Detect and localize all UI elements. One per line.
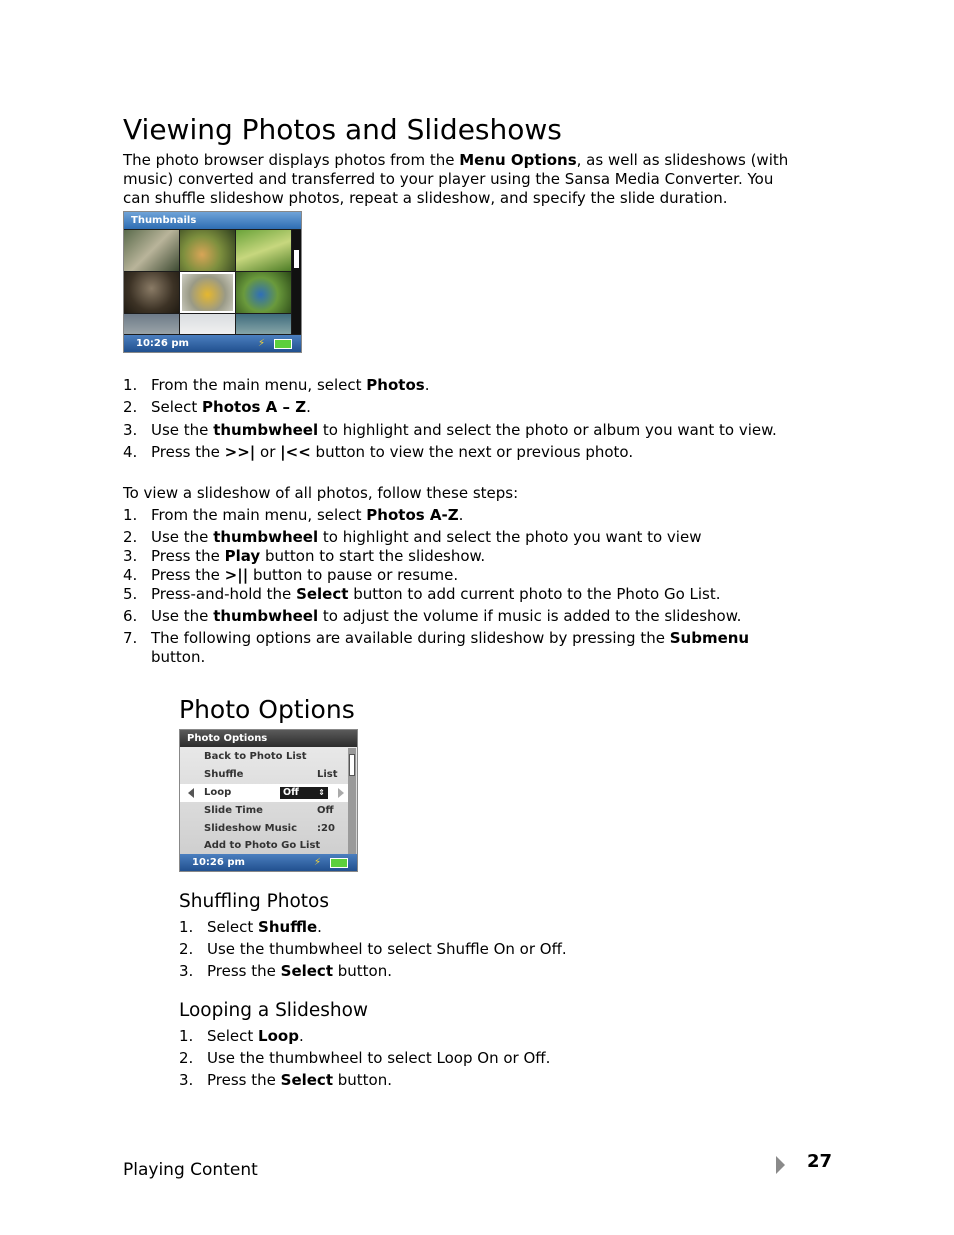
menu-item-label: Slide Time bbox=[204, 805, 263, 816]
step-number: 1. bbox=[123, 506, 138, 524]
menu-item-label: Loop bbox=[204, 787, 232, 798]
list-item: Select Loop. bbox=[207, 1027, 304, 1045]
list-item: Press-and-hold the Select button to add current photo to the Photo Go List. bbox=[151, 585, 721, 603]
step-number: 6. bbox=[123, 607, 138, 625]
battery-icon bbox=[274, 339, 292, 349]
photo-thumbnail bbox=[180, 230, 235, 271]
photo-thumbnail-selected[interactable] bbox=[180, 272, 235, 313]
clock-text: 10:26 pm bbox=[192, 857, 245, 868]
loop-value: Off bbox=[283, 787, 299, 798]
photo-thumbnail bbox=[236, 272, 291, 313]
step-number: 2. bbox=[179, 940, 194, 958]
list-item: Select Photos A – Z. bbox=[151, 398, 311, 416]
list-item: From the main menu, select Photos. bbox=[151, 376, 430, 394]
step-number: 4. bbox=[123, 443, 138, 461]
menu-item-shuffle[interactable] bbox=[180, 766, 348, 784]
page-arrow-icon bbox=[776, 1156, 785, 1174]
menu-item-value: :20 bbox=[317, 823, 335, 834]
menu-item-slide-time[interactable] bbox=[180, 802, 348, 820]
menu-item-value: Off bbox=[317, 805, 334, 816]
scrollbar[interactable] bbox=[348, 748, 356, 854]
step-number: 3. bbox=[179, 1071, 194, 1089]
intro-line-1: The photo browser displays photos from the Menu Options, as well as slideshows (with bbox=[123, 151, 789, 169]
list-item: Press the Select button. bbox=[207, 962, 393, 980]
footer-section-name: Playing Content bbox=[123, 1160, 258, 1180]
list-item: From the main menu, select Photos A-Z. bbox=[151, 506, 464, 524]
photo-options-title-bar: Photo Options bbox=[180, 730, 357, 747]
list-item: Press the Select button. bbox=[207, 1071, 393, 1089]
thumbnails-screenshot bbox=[123, 211, 302, 353]
photo-thumbnail bbox=[124, 314, 179, 334]
charging-icon: ⚡ bbox=[314, 857, 322, 868]
subheading-looping-slideshow: Looping a Slideshow bbox=[179, 1000, 369, 1021]
status-bar bbox=[124, 335, 301, 352]
status-bar bbox=[180, 854, 357, 871]
charging-icon: ⚡ bbox=[258, 338, 266, 349]
list-item: Use the thumbwheel to select Shuffle On or Off. bbox=[207, 940, 567, 958]
step-number: 3. bbox=[179, 962, 194, 980]
arrow-right-icon[interactable] bbox=[338, 788, 344, 798]
up-down-arrows-icon: ⇕ bbox=[318, 788, 325, 797]
list-item: Select Shuffle. bbox=[207, 918, 322, 936]
photo-thumbnail bbox=[124, 272, 179, 313]
photo-thumbnail bbox=[236, 230, 291, 271]
subheading-shuffling-photos: Shuffling Photos bbox=[179, 891, 329, 912]
step-number: 1. bbox=[179, 1027, 194, 1045]
step-number: 1. bbox=[123, 376, 138, 394]
photo-options-screenshot bbox=[179, 729, 358, 872]
slideshow-intro: To view a slideshow of all photos, follow these steps: bbox=[123, 484, 519, 502]
list-item: Use the thumbwheel to highlight and select the photo you want to view bbox=[151, 528, 702, 546]
step-number: 1. bbox=[179, 918, 194, 936]
arrow-left-icon[interactable] bbox=[188, 788, 194, 798]
step-number: 2. bbox=[123, 398, 138, 416]
menu-item-slideshow-music[interactable] bbox=[180, 820, 348, 838]
step-number: 3. bbox=[123, 547, 138, 565]
step-number: 4. bbox=[123, 566, 138, 584]
menu-item-back-to-photo-list[interactable] bbox=[180, 748, 348, 766]
menu-item-label: Add to Photo Go List bbox=[204, 840, 321, 851]
menu-item-label: Slideshow Music bbox=[204, 823, 298, 834]
menu-item-add-to-photo-go-list[interactable] bbox=[180, 837, 348, 855]
scrollbar[interactable] bbox=[292, 230, 301, 334]
clock-text: 10:26 pm bbox=[136, 338, 189, 349]
list-item: Press the Play button to start the slideshow. bbox=[151, 547, 486, 565]
list-item: Use the thumbwheel to highlight and select the photo or album you want to view. bbox=[151, 421, 777, 439]
step-number: 7. bbox=[123, 629, 138, 647]
scrollbar-thumb[interactable] bbox=[349, 754, 355, 776]
menu-item-loop[interactable] bbox=[180, 784, 348, 802]
step-number: 2. bbox=[179, 1049, 194, 1067]
list-item: Use the thumbwheel to select Loop On or Off. bbox=[207, 1049, 551, 1067]
page-number: 27 bbox=[807, 1151, 833, 1172]
step-number: 5. bbox=[123, 585, 138, 603]
photo-thumbnail bbox=[180, 314, 235, 334]
menu-item-value: List bbox=[317, 769, 338, 780]
menu-area bbox=[180, 747, 357, 854]
menu-item-label: Shuffle bbox=[204, 769, 244, 780]
list-item: Press the >>| or |<< button to view the next or previous photo. bbox=[151, 443, 634, 461]
intro-line-3: can shuffle slideshow photos, repeat a slideshow, and specify the slide duration. bbox=[123, 189, 728, 207]
scrollbar-thumb[interactable] bbox=[294, 250, 299, 268]
menu-item-label: Back to Photo List bbox=[204, 751, 307, 762]
list-item: Use the thumbwheel to adjust the volume if music is added to the slideshow. bbox=[151, 607, 742, 625]
intro-line-2: music) converted and transferred to your player using the Sansa Media Converter. You bbox=[123, 170, 774, 188]
page-title: Viewing Photos and Slideshows bbox=[123, 113, 562, 146]
step-number: 3. bbox=[123, 421, 138, 439]
loop-value-selector[interactable] bbox=[280, 787, 328, 799]
step-number: 2. bbox=[123, 528, 138, 546]
list-item: The following options are available during slideshow by pressing the Submenu bbox=[151, 629, 750, 647]
photo-thumbnail bbox=[124, 230, 179, 271]
thumbnails-title-bar: Thumbnails bbox=[124, 212, 301, 229]
list-item: Press the >|| button to pause or resume. bbox=[151, 566, 459, 584]
section-heading-photo-options: Photo Options bbox=[179, 695, 355, 724]
list-item-continued: button. bbox=[151, 648, 206, 666]
photo-thumbnail bbox=[236, 314, 291, 334]
battery-icon bbox=[330, 858, 348, 868]
